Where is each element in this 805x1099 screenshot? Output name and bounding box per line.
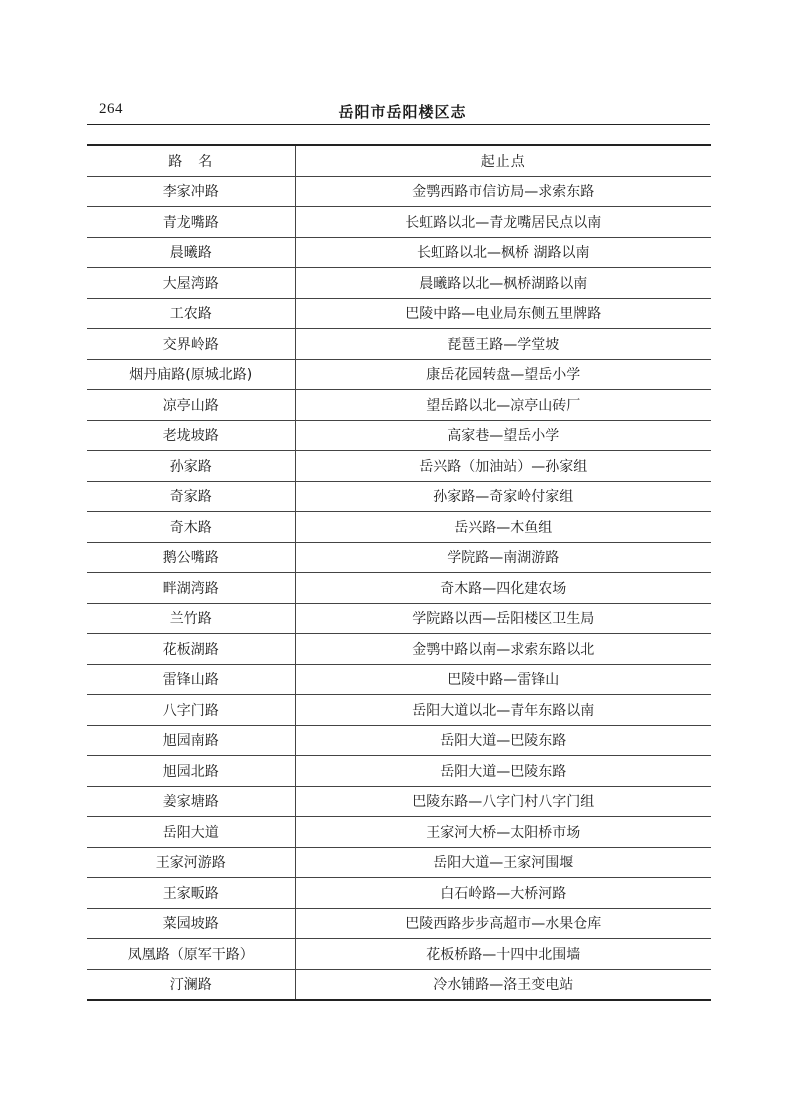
start-end-cell: 岳兴路—木鱼组 (295, 512, 711, 543)
start-end-cell: 晨曦路以北—枫桥湖路以南 (295, 268, 711, 299)
start-end-cell: 岳兴路（加油站）—孙家组 (295, 451, 711, 482)
start-end-cell: 王家河大桥—太阳桥市场 (295, 817, 711, 848)
table-row (87, 878, 711, 909)
start-end-cell: 孙家路—奇家岭付家组 (295, 481, 711, 512)
start-end-cell: 高家巷—望岳小学 (295, 420, 711, 451)
road-name-cell: 旭园北路 (87, 756, 295, 787)
table-row (87, 298, 711, 329)
table-body (87, 176, 711, 1000)
table-row (87, 573, 711, 604)
start-end-cell: 巴陵中路—雷锋山 (295, 664, 711, 695)
road-name-cell: 晨曦路 (87, 237, 295, 268)
header-rule (87, 124, 710, 125)
start-end-cell: 岳阳大道以北—青年东路以南 (295, 695, 711, 726)
table-row (87, 908, 711, 939)
start-end-cell: 岳阳大道—巴陵东路 (295, 725, 711, 756)
road-name-cell: 工农路 (87, 298, 295, 329)
start-end-cell: 金鹗中路以南—求索东路以北 (295, 634, 711, 665)
road-name-cell: 老垅坡路 (87, 420, 295, 451)
start-end-cell: 花板桥路—十四中北围墙 (295, 939, 711, 970)
road-name-cell: 交界岭路 (87, 329, 295, 360)
road-name-cell: 岳阳大道 (87, 817, 295, 848)
table-row (87, 268, 711, 299)
table-row (87, 329, 711, 360)
table-row (87, 756, 711, 787)
start-end-cell: 冷水铺路—洛王变电站 (295, 969, 711, 1000)
road-name-cell: 兰竹路 (87, 603, 295, 634)
road-name-cell: 王家畈路 (87, 878, 295, 909)
start-end-cell: 岳阳大道—王家河围堰 (295, 847, 711, 878)
road-name-cell: 鹅公嘴路 (87, 542, 295, 573)
table-row (87, 847, 711, 878)
start-end-cell: 学院路—南湖游路 (295, 542, 711, 573)
running-title: 岳阳市岳阳楼区志 (338, 103, 467, 121)
table-row (87, 359, 711, 390)
start-end-cell: 巴陵西路步步高超市—水果仓库 (295, 908, 711, 939)
road-table (87, 144, 711, 1001)
road-name-cell: 菜园坡路 (87, 908, 295, 939)
table-row (87, 634, 711, 665)
table-row (87, 786, 711, 817)
start-end-cell: 琵琶王路—学堂坡 (295, 329, 711, 360)
start-end-cell: 金鹗西路市信访局—求索东路 (295, 176, 711, 207)
start-end-cell: 奇木路—四化建农场 (295, 573, 711, 604)
start-end-cell: 望岳路以北—凉亭山砖厂 (295, 390, 711, 421)
table-row (87, 542, 711, 573)
table-row (87, 451, 711, 482)
road-name-cell: 凤凰路（原军干路） (87, 939, 295, 970)
road-name-cell: 八字门路 (87, 695, 295, 726)
road-name-cell: 凉亭山路 (87, 390, 295, 421)
table-row (87, 817, 711, 848)
table-row (87, 603, 711, 634)
start-end-cell: 长虹路以北—青龙嘴居民点以南 (295, 207, 711, 238)
road-name-cell: 汀澜路 (87, 969, 295, 1000)
table-row (87, 695, 711, 726)
start-end-cell: 白石岭路—大桥河路 (295, 878, 711, 909)
table-row (87, 512, 711, 543)
table-header-row (87, 145, 711, 176)
start-end-cell: 长虹路以北—枫桥 湖路以南 (295, 237, 711, 268)
start-end-cell: 巴陵中路—电业局东侧五里牌路 (295, 298, 711, 329)
road-name-cell: 姜家塘路 (87, 786, 295, 817)
column-header-start-end: 起止点 (295, 145, 711, 176)
road-name-cell: 畔湖湾路 (87, 573, 295, 604)
road-name-cell: 花板湖路 (87, 634, 295, 665)
road-name-cell: 烟丹庙路(原城北路) (87, 359, 295, 390)
table-row (87, 481, 711, 512)
road-name-cell: 王家河游路 (87, 847, 295, 878)
column-header-road-name: 路 名 (87, 145, 295, 176)
start-end-cell: 康岳花园转盘—望岳小学 (295, 359, 711, 390)
table-row (87, 969, 711, 1000)
road-name-cell: 旭园南路 (87, 725, 295, 756)
road-name-cell: 李家冲路 (87, 176, 295, 207)
table-row (87, 237, 711, 268)
road-name-cell: 奇家路 (87, 481, 295, 512)
table-row (87, 207, 711, 238)
table-row (87, 420, 711, 451)
table-row (87, 939, 711, 970)
road-name-cell: 大屋湾路 (87, 268, 295, 299)
start-end-cell: 巴陵东路—八字门村八字门组 (295, 786, 711, 817)
road-name-cell: 奇木路 (87, 512, 295, 543)
table-row (87, 176, 711, 207)
road-name-cell: 青龙嘴路 (87, 207, 295, 238)
table-row (87, 725, 711, 756)
road-name-cell: 孙家路 (87, 451, 295, 482)
start-end-cell: 岳阳大道—巴陵东路 (295, 756, 711, 787)
road-name-cell: 雷锋山路 (87, 664, 295, 695)
page-number: 264 (99, 101, 123, 117)
start-end-cell: 学院路以西—岳阳楼区卫生局 (295, 603, 711, 634)
table-row (87, 390, 711, 421)
table-row (87, 664, 711, 695)
